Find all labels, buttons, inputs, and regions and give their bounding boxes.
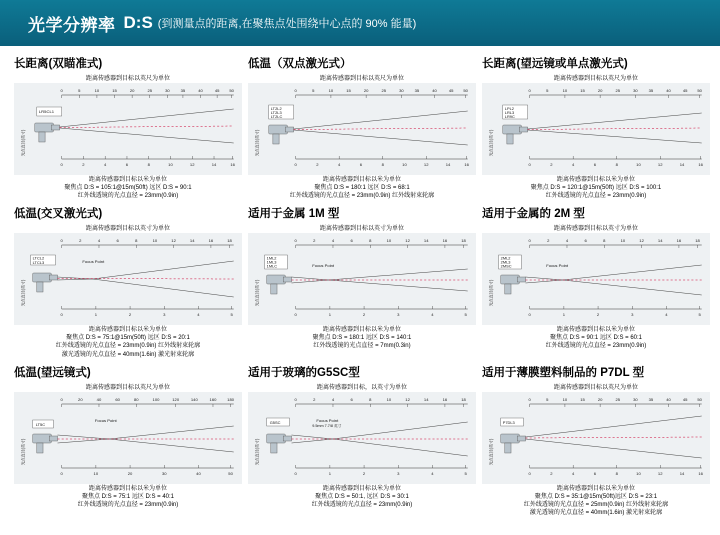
figure-card-film-plastic-p7dl	[482, 361, 710, 517]
svg-text:12: 12	[639, 238, 644, 244]
svg-text:140: 140	[190, 396, 198, 402]
svg-text:0: 0	[294, 238, 297, 244]
svg-text:光点直径(英寸): 光点直径(英寸)	[20, 279, 26, 307]
svg-text:40: 40	[196, 470, 201, 476]
note-xlabel: 距离传感器到目标以米为单位	[322, 485, 401, 492]
svg-text:5: 5	[78, 88, 81, 93]
figure-card-low-temp-scope	[14, 361, 242, 517]
svg-text:0: 0	[294, 470, 297, 476]
figure-notes	[482, 326, 710, 350]
note-line-2: 红外线透镜的光点直径 = 7mm(0.3in)	[313, 343, 411, 350]
spot-size-diagram	[14, 83, 242, 175]
svg-text:30: 30	[161, 470, 167, 476]
svg-text:10: 10	[402, 162, 407, 167]
card-subtitle: 距离传感器到目标以英尺为单位	[553, 76, 638, 82]
svg-text:2: 2	[362, 470, 366, 476]
spot-size-diagram	[482, 233, 710, 325]
note-line-2: 红外线透镜的光点直径 = 23mm(0.9in)	[545, 193, 647, 200]
svg-text:1MLC: 1MLC	[266, 264, 278, 269]
svg-text:18: 18	[461, 238, 466, 244]
svg-text:光点直径(英寸): 光点直径(英寸)	[254, 279, 260, 307]
svg-text:4: 4	[97, 238, 101, 244]
svg-text:15: 15	[112, 88, 117, 93]
svg-text:8: 8	[369, 238, 372, 244]
note-xlabel: 距离传感器到目标以米为单位	[88, 485, 167, 492]
svg-text:10: 10	[328, 88, 334, 93]
note-xlabel: 距离传感器到目标以米为单位	[556, 485, 635, 492]
svg-text:Focus Point: Focus Point	[316, 417, 339, 423]
svg-text:50: 50	[228, 470, 233, 476]
svg-text:6: 6	[350, 396, 353, 402]
svg-text:8: 8	[369, 396, 372, 402]
svg-text:0: 0	[294, 312, 297, 318]
svg-text:30: 30	[399, 88, 404, 93]
svg-text:35: 35	[648, 396, 654, 402]
header-title: 光学分辨率	[28, 15, 116, 35]
svg-text:3: 3	[397, 470, 400, 476]
svg-text:12: 12	[171, 238, 176, 244]
svg-text:40: 40	[432, 88, 437, 93]
card-title: 低温(望远镜式)	[14, 366, 91, 379]
svg-text:0: 0	[528, 396, 531, 402]
note-line-2: 红外线透镜的光点直径 = 25mm(0.9in) 红外线射束轮廓	[523, 501, 669, 508]
svg-text:16: 16	[698, 470, 703, 476]
svg-text:12: 12	[189, 162, 195, 167]
card-subtitle: 距离传感器到目标以英寸为单位	[85, 226, 170, 233]
svg-text:50: 50	[697, 88, 702, 93]
note-line-1: 聚焦点 D:S = 120:1@15m(50ft) 远区 D:S = 100:1	[530, 185, 662, 192]
svg-text:20: 20	[78, 396, 83, 402]
svg-text:5: 5	[546, 396, 549, 402]
figure-card-low-temp-cross-laser	[14, 202, 242, 358]
note-line-2: 红外线透镜的光点直径 = 23mm(0.9in)	[545, 343, 647, 350]
svg-text:4: 4	[104, 162, 107, 167]
svg-text:LTCL2: LTCL2	[32, 256, 45, 261]
spot-size-diagram	[482, 83, 710, 175]
svg-text:14: 14	[445, 162, 451, 167]
note-line-2: 红外线透镜的光点直径 = 23mm(0.9in) 红外线射束轮廓	[55, 343, 201, 350]
svg-text:80: 80	[133, 396, 139, 402]
note-line-3: 激光透镜的光点直径 = 40mm(1.6in) 激光射束轮廓	[61, 351, 195, 358]
svg-text:0: 0	[528, 88, 531, 93]
figure-notes	[14, 485, 242, 509]
spot-size-diagram	[14, 392, 242, 484]
svg-text:1: 1	[562, 312, 566, 318]
svg-text:4: 4	[331, 396, 335, 402]
svg-text:50: 50	[229, 88, 234, 93]
svg-text:1: 1	[328, 470, 332, 476]
spot-size-diagram	[482, 392, 710, 484]
card-subtitle: 距离传感器到目标以英尺为单位	[85, 76, 170, 82]
svg-text:0: 0	[60, 470, 63, 476]
svg-text:12: 12	[657, 470, 663, 476]
svg-text:14: 14	[657, 238, 663, 244]
svg-text:5: 5	[312, 88, 315, 93]
note-line-2: 红外线透镜的光点直径 = 23mm(0.9in)	[77, 193, 179, 200]
note-xlabel: 距离传感器到目标以米为单位	[88, 177, 167, 183]
card-title: 低温(交叉激光式)	[14, 208, 103, 221]
svg-text:4: 4	[572, 470, 575, 476]
svg-text:14: 14	[189, 238, 195, 244]
svg-text:3: 3	[397, 312, 400, 318]
svg-text:40: 40	[198, 88, 203, 93]
note-line-3: 激光透镜的光点直径 = 40mm(1.6in) 激光射束轮廓	[529, 509, 663, 516]
svg-text:光点直径(英寸): 光点直径(英寸)	[254, 438, 260, 465]
svg-text:4: 4	[665, 312, 668, 318]
svg-text:0: 0	[60, 88, 63, 93]
card-title: 长距离(望远镜或单点激光式)	[482, 58, 628, 70]
svg-text:8: 8	[603, 238, 606, 244]
svg-text:4: 4	[197, 312, 200, 318]
svg-text:1ML3: 1ML3	[266, 260, 277, 265]
svg-text:0: 0	[60, 396, 63, 402]
svg-text:0: 0	[294, 88, 297, 93]
svg-text:10: 10	[168, 162, 173, 167]
svg-text:16: 16	[676, 238, 682, 244]
svg-text:2ML2: 2ML2	[500, 256, 511, 261]
svg-text:5: 5	[464, 312, 467, 318]
svg-text:120: 120	[172, 396, 180, 402]
card-subtitle: 距离传感器到目标以英尺为单位	[553, 384, 638, 391]
figure-notes	[14, 176, 242, 200]
figure-notes	[14, 326, 242, 358]
svg-text:10: 10	[562, 88, 568, 93]
card-title: 适用于金属的 2M 型	[482, 208, 585, 221]
svg-text:6: 6	[584, 238, 587, 244]
svg-text:LT2L3: LT2L3	[270, 111, 282, 115]
svg-text:8: 8	[135, 238, 138, 244]
svg-text:45: 45	[448, 88, 454, 93]
svg-text:P7DL3: P7DL3	[502, 420, 515, 425]
svg-text:2: 2	[316, 162, 319, 167]
svg-text:16: 16	[442, 396, 448, 402]
svg-text:45: 45	[682, 396, 688, 402]
svg-text:LPL2: LPL2	[504, 107, 514, 111]
svg-text:14: 14	[423, 238, 429, 244]
note-line-1: 聚焦点 D:S = 75:1 远区 D:S = 40:1	[81, 493, 175, 500]
note-xlabel: 距离传感器到目标以米为单位	[322, 177, 401, 183]
svg-text:8: 8	[615, 162, 618, 167]
svg-text:10: 10	[94, 88, 100, 93]
svg-text:2: 2	[550, 162, 553, 167]
svg-text:2: 2	[313, 396, 316, 402]
svg-text:6: 6	[350, 238, 353, 244]
svg-text:10: 10	[93, 470, 99, 476]
svg-text:3: 3	[631, 312, 634, 318]
svg-text:25: 25	[381, 88, 387, 93]
svg-text:10: 10	[386, 396, 392, 402]
svg-text:4: 4	[331, 238, 335, 244]
svg-text:6: 6	[359, 162, 363, 167]
svg-text:50: 50	[697, 396, 702, 402]
svg-text:Focus Point: Focus Point	[546, 263, 569, 269]
svg-text:0: 0	[528, 238, 531, 244]
svg-text:LT2L2: LT2L2	[270, 107, 282, 111]
note-line-2: 红外线透镜的光点直径 = 23mm(0.9in) 红外线射束轮廓	[289, 193, 435, 200]
svg-text:光点直径(英寸): 光点直径(英寸)	[488, 279, 494, 307]
svg-text:0: 0	[528, 162, 531, 167]
svg-text:16: 16	[230, 162, 235, 167]
svg-text:光点直径(英寸): 光点直径(英寸)	[20, 129, 26, 157]
svg-text:6: 6	[593, 470, 597, 476]
svg-text:1: 1	[94, 312, 98, 318]
card-title: 长距离(双瞄准式)	[14, 58, 103, 70]
note-line-1: 聚焦点 D:S = 180:1 远区 D:S = 140:1	[312, 335, 412, 342]
svg-text:4: 4	[565, 238, 569, 244]
svg-text:4: 4	[338, 162, 341, 167]
svg-text:5: 5	[698, 312, 701, 318]
note-line-1: 聚焦点 D:S = 35:1@15m(50ft)远区 D:S = 23:1	[534, 493, 658, 500]
svg-text:60: 60	[115, 396, 120, 402]
svg-text:10: 10	[386, 238, 392, 244]
note-line-1: 聚焦点 D:S = 180:1 远区 D:S = 68:1	[314, 185, 410, 192]
note-line-2: 红外线透镜的光点直径 = 23mm(0.9in)	[311, 501, 413, 508]
svg-text:5: 5	[546, 88, 549, 93]
figure-notes	[248, 176, 476, 200]
header-subtitle: (到测量点的距离,在聚焦点处围绕中心点的 90% 能量)	[157, 17, 417, 30]
svg-text:2: 2	[550, 470, 553, 476]
note-line-2: 红外线透镜的光点直径 = 23mm(0.9in)	[77, 501, 179, 508]
svg-text:10: 10	[620, 238, 626, 244]
figure-card-long-range-scope	[482, 52, 710, 200]
svg-text:45: 45	[214, 88, 220, 93]
svg-text:8: 8	[147, 162, 150, 167]
svg-text:12: 12	[405, 396, 410, 402]
svg-text:Focus Point: Focus Point	[312, 263, 335, 269]
svg-text:1ML2: 1ML2	[266, 256, 277, 261]
svg-text:2: 2	[79, 238, 82, 244]
svg-text:35: 35	[648, 88, 654, 93]
card-title: 低温（双点激光式）	[248, 58, 352, 70]
spot-size-diagram	[248, 233, 476, 325]
figure-notes	[482, 485, 710, 517]
svg-text:0: 0	[528, 312, 531, 318]
svg-text:35: 35	[180, 88, 186, 93]
svg-text:0: 0	[294, 396, 297, 402]
svg-text:10: 10	[152, 238, 158, 244]
spot-size-diagram	[248, 83, 476, 175]
svg-text:2: 2	[313, 238, 316, 244]
svg-text:9.5mm 7.7/8 英寸: 9.5mm 7.7/8 英寸	[312, 423, 342, 428]
svg-text:20: 20	[597, 88, 603, 93]
svg-text:光点直径(英寸): 光点直径(英寸)	[20, 438, 26, 465]
svg-text:30: 30	[165, 88, 170, 93]
svg-text:16: 16	[208, 238, 214, 244]
svg-text:16: 16	[698, 162, 703, 167]
svg-text:光点直径(英寸): 光点直径(英寸)	[488, 129, 494, 157]
svg-text:1: 1	[328, 312, 332, 318]
svg-text:10: 10	[636, 162, 641, 167]
svg-text:20: 20	[363, 88, 369, 93]
svg-text:20: 20	[127, 470, 133, 476]
card-subtitle: 距离传感器到目标，以英寸为单位	[316, 384, 407, 391]
svg-text:14: 14	[679, 470, 685, 476]
svg-text:25: 25	[615, 396, 621, 402]
svg-text:14: 14	[211, 162, 217, 167]
svg-text:8: 8	[615, 470, 618, 476]
card-subtitle: 距离传感器到目标以英尺为单位	[319, 76, 404, 82]
svg-text:30: 30	[633, 396, 638, 402]
svg-text:14: 14	[679, 162, 685, 167]
figure-notes	[482, 176, 710, 200]
svg-text:4: 4	[431, 312, 434, 318]
note-line-1: 聚焦点 D:S = 50:1, 远区 D:S = 30:1	[315, 493, 409, 500]
figure-card-metal-2m	[482, 202, 710, 358]
svg-text:10: 10	[636, 470, 641, 476]
card-subtitle: 距离传感器到目标以英寸为单位	[553, 226, 638, 233]
svg-text:2: 2	[362, 312, 366, 318]
card-title: 适用于薄膜塑料制品的 P7DL 型	[482, 366, 645, 379]
svg-text:15: 15	[580, 88, 585, 93]
figures-grid	[0, 46, 720, 517]
svg-text:LTCL3: LTCL3	[32, 261, 45, 266]
svg-text:4: 4	[431, 470, 434, 476]
figure-notes	[248, 326, 476, 350]
svg-text:14: 14	[423, 396, 429, 402]
page-header	[0, 0, 720, 46]
svg-text:25: 25	[615, 88, 621, 93]
note-xlabel: 距离传感器到目标以米为单位	[556, 177, 635, 183]
svg-text:LT2LC: LT2LC	[270, 115, 283, 119]
svg-text:2: 2	[596, 312, 600, 318]
svg-text:3: 3	[163, 312, 166, 318]
note-xlabel: 距离传感器到目标以米为单位	[88, 327, 167, 334]
svg-text:35: 35	[414, 88, 420, 93]
svg-text:180: 180	[227, 396, 235, 402]
svg-text:0: 0	[60, 312, 63, 318]
svg-text:6: 6	[125, 162, 129, 167]
svg-text:光点直径(英寸): 光点直径(英寸)	[254, 129, 260, 157]
card-title: 适用于玻璃的G5SC型	[248, 366, 360, 379]
svg-text:6: 6	[116, 238, 119, 244]
svg-text:18: 18	[227, 238, 232, 244]
svg-text:40: 40	[96, 396, 102, 402]
svg-text:6: 6	[593, 162, 597, 167]
svg-text:18: 18	[461, 396, 466, 402]
spot-size-diagram	[14, 233, 242, 325]
svg-text:160: 160	[209, 396, 217, 402]
svg-text:Focus Point: Focus Point	[82, 259, 105, 265]
svg-text:12: 12	[423, 162, 429, 167]
header-ds: D:S	[123, 13, 153, 32]
svg-text:5: 5	[230, 312, 233, 318]
svg-text:0: 0	[528, 470, 531, 476]
svg-text:100: 100	[152, 396, 160, 402]
figure-card-glass-g5sc	[248, 361, 476, 517]
svg-text:LR9C: LR9C	[504, 115, 515, 119]
svg-text:50: 50	[463, 88, 468, 93]
svg-text:G5SC: G5SC	[269, 420, 281, 425]
note-line-1: 聚焦点 D:S = 90:1 远区 D:S = 60:1	[549, 335, 643, 342]
svg-text:15: 15	[580, 396, 585, 402]
note-xlabel: 距离传感器到目标以米为单位	[556, 327, 635, 334]
svg-text:20: 20	[129, 88, 135, 93]
svg-text:25: 25	[147, 88, 153, 93]
svg-text:4: 4	[572, 162, 575, 167]
svg-text:40: 40	[666, 396, 671, 402]
svg-text:Focus Point: Focus Point	[94, 417, 117, 423]
svg-text:8: 8	[381, 162, 384, 167]
svg-text:光点直径(英寸): 光点直径(英寸)	[488, 438, 494, 465]
svg-text:2: 2	[547, 238, 550, 244]
svg-text:30: 30	[633, 88, 638, 93]
svg-text:40: 40	[666, 88, 671, 93]
svg-text:15: 15	[346, 88, 351, 93]
spot-size-diagram	[248, 392, 476, 484]
svg-text:10: 10	[562, 396, 568, 402]
figure-notes	[248, 485, 476, 509]
svg-text:12: 12	[405, 238, 410, 244]
svg-text:0: 0	[294, 162, 297, 167]
card-subtitle: 距离传感器到目标以英尺为单位	[85, 384, 170, 391]
card-subtitle: 距离传感器到目标以英寸为单位	[319, 226, 404, 233]
note-line-1: 聚焦点 D:S = 75:1@15m(50ft) 远区 D:S = 20:1	[66, 335, 190, 342]
note-line-1: 聚焦点 D:S = 105:1@15m(50ft) 远区 D:S = 90:1	[64, 185, 192, 192]
svg-text:0: 0	[60, 162, 63, 167]
figure-card-metal-1m	[248, 202, 476, 358]
svg-text:2ML3: 2ML3	[500, 260, 511, 265]
svg-text:12: 12	[657, 162, 663, 167]
card-title: 适用于金属 1M 型	[248, 208, 340, 221]
figure-card-long-range-dual-sight	[14, 52, 242, 200]
svg-text:LT5C: LT5C	[35, 422, 46, 427]
svg-text:2MSC: 2MSC	[500, 264, 512, 269]
svg-text:16: 16	[442, 238, 448, 244]
svg-text:45: 45	[682, 88, 688, 93]
note-xlabel: 距离传感器到目标以米为单位	[322, 327, 401, 334]
svg-text:16: 16	[464, 162, 469, 167]
svg-text:LR5CL1: LR5CL1	[38, 109, 55, 114]
svg-text:5: 5	[464, 470, 467, 476]
svg-text:20: 20	[597, 396, 603, 402]
svg-text:0: 0	[60, 238, 63, 244]
svg-text:2: 2	[128, 312, 132, 318]
svg-text:LRL3: LRL3	[504, 111, 515, 115]
svg-text:18: 18	[695, 238, 700, 244]
figure-card-low-temp-dual-laser	[248, 52, 476, 200]
svg-text:2: 2	[82, 162, 85, 167]
